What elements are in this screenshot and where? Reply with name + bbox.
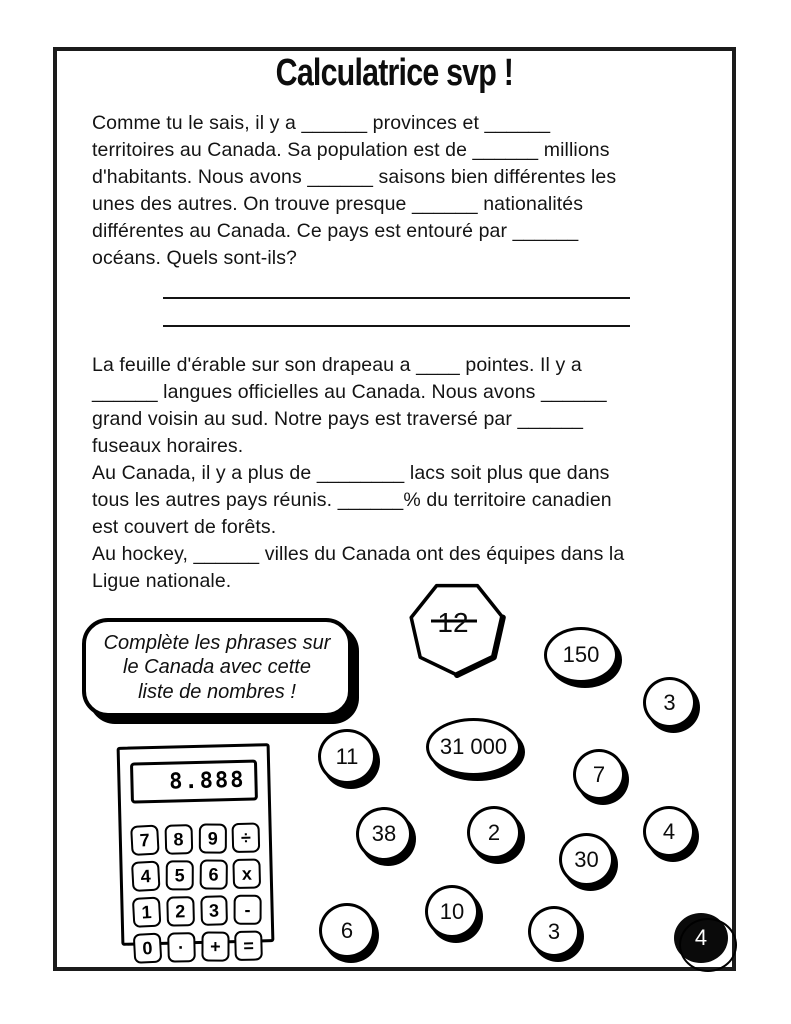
intro-line: territoires au Canada. Sa population est de ______ millions (92, 139, 610, 161)
page-title (53, 52, 736, 94)
number-bubble: 7 (573, 749, 625, 800)
calc-key-3: 3 (200, 895, 228, 926)
number-bubble: 150 (544, 627, 618, 683)
number-bubble: 2 (467, 806, 521, 859)
calculator-keypad (131, 822, 263, 963)
intro-line: différentes au Canada. Ce pays est entouré par ______ (92, 220, 579, 242)
calc-key-5: 5 (165, 860, 193, 890)
body-line: grand voisin au sud. Notre pays est traversé par ______ (92, 408, 584, 430)
calc-key-decimal: · (167, 932, 195, 963)
page-title-text: Calculatrice svp ! (275, 52, 514, 94)
body-line: fuseaux horaires. (92, 435, 244, 457)
calc-key-6: 6 (199, 859, 227, 889)
speech-bubble-line: Complète les phrases sur (103, 631, 331, 654)
speech-bubble-line: le Canada avec cette (123, 656, 311, 679)
body-paragraph (92, 352, 712, 595)
page-number-badge (674, 913, 728, 963)
calc-key-1: 1 (132, 897, 161, 928)
number-bubble: 31 000 (426, 718, 521, 776)
speech-bubble-line: liste de nombres ! (138, 680, 296, 703)
calc-key-plus: + (201, 932, 229, 962)
intro-line: d'habitants. Nous avons ______ saisons bien différentes les (92, 166, 617, 188)
body-line: tous les autres pays réunis. ______% du territoire canadien (92, 489, 612, 511)
number-bubble: 30 (559, 833, 614, 886)
calculator-illustration (117, 743, 275, 958)
calc-key-4: 4 (131, 861, 160, 892)
calculator-display: 8.888 (130, 759, 258, 803)
instruction-speech-bubble (82, 618, 352, 717)
calc-key-minus: - (234, 895, 262, 925)
body-line: Au hockey, ______ villes du Canada ont des équipes dans la (92, 543, 625, 565)
body-line: est couvert de forêts. (92, 516, 277, 538)
intro-line: océans. Quels sont-ils? (92, 247, 297, 269)
number-bubble: 3 (528, 906, 580, 957)
calc-key-9: 9 (198, 824, 226, 854)
heptagon-number: 12 (437, 607, 469, 638)
body-line: Ligue nationale. (92, 570, 232, 592)
intro-paragraph (92, 110, 712, 272)
number-bubble: 10 (425, 885, 479, 938)
answer-blank-line (163, 297, 630, 299)
calc-key-8: 8 (164, 824, 192, 855)
calc-key-divide: ÷ (232, 822, 260, 853)
body-line: ______ langues officielles au Canada. Nous avons ______ (92, 381, 607, 403)
number-bubble: 3 (643, 677, 696, 728)
number-bubble: 38 (356, 807, 412, 861)
intro-line: unes des autres. On trouve presque ______ nationalités (92, 193, 584, 215)
answer-blank-line (163, 325, 630, 327)
intro-line: Comme tu le sais, il y a ______ provinces et ______ (92, 112, 551, 134)
heptagon-number-shape (405, 577, 509, 681)
calc-key-multiply: x (233, 858, 261, 889)
body-line: La feuille d'érable sur son drapeau a ____ pointes. Il y a (92, 354, 582, 376)
calc-key-2: 2 (166, 896, 194, 927)
number-bubble: 4 (643, 806, 695, 857)
body-line: Au Canada, il y a plus de ________ lacs soit plus que dans (92, 462, 610, 484)
calc-key-0: 0 (133, 933, 162, 964)
calc-key-7: 7 (130, 825, 159, 856)
calc-key-equals: = (234, 930, 262, 961)
page-number: 4 (694, 925, 708, 950)
number-bubble: 6 (319, 903, 375, 958)
number-bubble: 11 (318, 729, 376, 784)
